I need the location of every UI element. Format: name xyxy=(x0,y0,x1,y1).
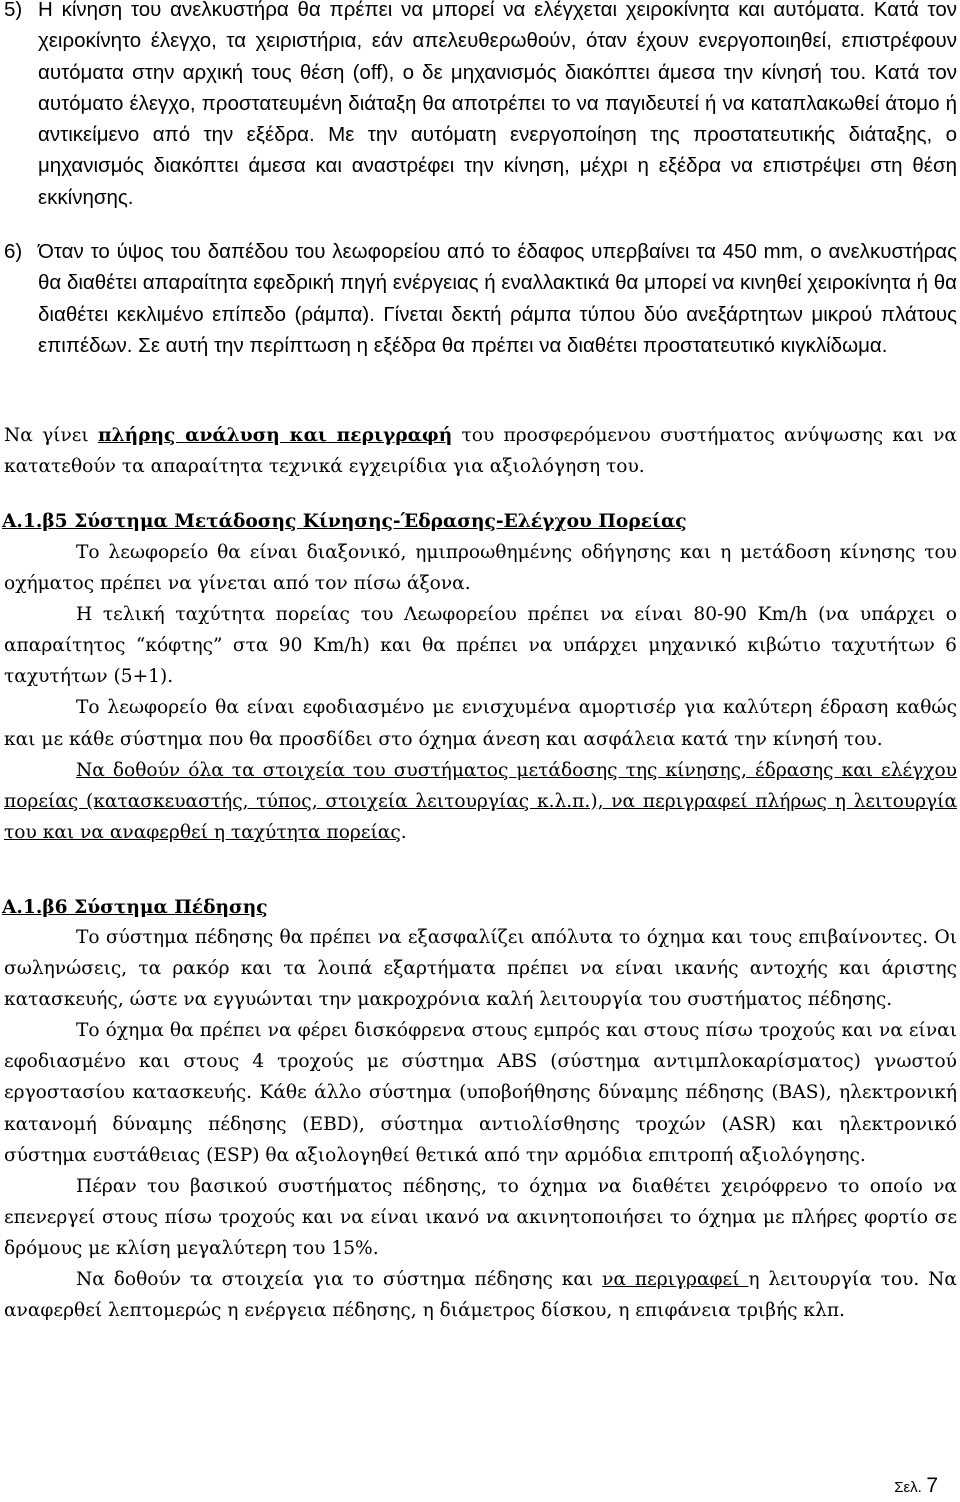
analysis-emphasis: πλήρης ανάλυση και περιγραφή xyxy=(97,425,453,446)
page-number xyxy=(894,1474,938,1498)
section-b5-body xyxy=(4,537,957,848)
paragraph: Το όχημα θα πρέπει να φέρει δισκόφρενα στους εμπρός και στους πίσω τροχούς και να είναι εφοδιασμένο και στους 4 τροχούς με σύστημα ABS (σύστημα αντιμπλοκαρίσματος) γνωστού εργοστασίου κατασκευής. Κάθε άλλο σύστημα (υποβοήθησης δύναμης πέδησης (BAS), ηλεκτρονική κατανομή δύναμης πέδησης (EBD), σύστημα αντιολίσθησης τροχών (ASR) και ηλεκτρονικό σύστημα ευστάθειας (ESP) θα αξιολογηθεί θετικά από την αρμόδια επιτροπή αξιολόγησης. xyxy=(4,1020,957,1166)
list-number: 6) xyxy=(4,240,23,263)
list-item-5 xyxy=(4,0,957,213)
section-b6-body xyxy=(4,922,957,1326)
paragraph: Η τελική ταχύτητα πορείας του Λεωφορείου πρέπει να είναι 80-90 Km/h (να υπάρχει ο απαραίτητος “κόφτης” στα 90 Km/h) και θα πρέπει να υπάρχει μηχανικό κιβώτιο ταχυτήτων 6 ταχυτήτων (5+1). xyxy=(4,604,957,688)
paragraph: Πέραν του βασικού συστήματος πέδησης, το όχημα να διαθέτει χειρόφρενο το οποίο να επενεργεί στους πίσω τροχούς και να είναι ικανό να ακινητοποιήσει το όχημα με πλήρες φορτίο σε δρόμους με κλίση μεγαλύτερη του 15%. xyxy=(4,1175,957,1259)
underlined-request: Να δοθούν όλα τα στοιχεία του συστήματος μετάδοσης της κίνησης, έδρασης και ελέγχου πορείας (κατασκευαστής, τύπος, στοιχεία λειτουργίας κ.λ.π.), να περιγραφεί πλήρως η λειτουργία του και να αναφερθεί η ταχύτητα πορείας xyxy=(4,759,957,843)
section-heading-b5: Α.1.β5 Σύστημα Μετάδοσης Κίνησης-Έδρασης-Ελέγχου Πορείας xyxy=(2,511,687,532)
paragraph: Να δοθούν όλα τα στοιχεία του συστήματος μετάδοσης της κίνησης, έδρασης και ελέγχου πορείας (κατασκευαστής, τύπος, στοιχεία λειτουργίας κ.λ.π.), να περιγραφεί πλήρως η λειτουργία του και να αναφερθεί η ταχύτητα πορείας. xyxy=(4,759,957,843)
list-item-text: Όταν το ύψος του δαπέδου του λεωφορείου από το έδαφος υπερβαίνει τα 450 mm, ο ανελκυστήρας θα διαθέτει απαραίτητα εφεδρική πηγή ενέργειας ή εναλλακτικά θα μπορεί να κινηθεί χειροκίνητα ή θα διαθέτει κεκλιμένο επίπεδο (ράμπα). Γίνεται δεκτή ράμπα τύπου δύο ανεξάρτητων μικρού πλάτους επιπέδων. Σε αυτή την περίπτωση η εξέδρα θα πρέπει να διαθέτει προστατευτικό κιγκλίδωμα. xyxy=(38,240,957,357)
paragraph: Το λεωφορείο θα είναι διαξονικό, ημιπροωθημένης οδήγησης και η μετάδοση κίνησης του οχήματος πρέπει να γίνεται από τον πίσω άξονα. xyxy=(4,542,957,595)
paragraph: Να δοθούν τα στοιχεία για το σύστημα πέδησης και να περιγραφεί η λειτουργία του. Να αναφερθεί λεπτομερώς η ενέργεια πέδησης, η διάμετρος δίσκου, η επιφάνεια τριβής κλπ. xyxy=(4,1269,957,1322)
list-item-6 xyxy=(4,236,957,361)
analysis-text-start: Να γίνει xyxy=(4,425,98,446)
page-number-value: 7 xyxy=(926,1474,938,1497)
paragraph: Το σύστημα πέδησης θα πρέπει να εξασφαλίζει απόλυτα το όχημα και τους επιβαίνοντες. Οι σωληνώσεις, τα ρακόρ και τα λοιπά εξαρτήματα πρέπει να είναι ικανής αντοχής και άριστης κατασκευής, ώστε να εγγυώνται την μακροχρόνια καλή λειτουργία του συστήματος πέδησης. xyxy=(4,927,957,1011)
paragraph: Το λεωφορείο θα είναι εφοδιασμένο με ενισχυμένα αμορτισέρ για καλύτερη έδραση καθώς και με κάθε σύστημα που θα προσδίδει στο όχημα άνεση και ασφάλεια κατά την κίνησή του. xyxy=(4,697,957,750)
underlined-phrase: να περιγραφεί xyxy=(602,1269,749,1291)
analysis-paragraph xyxy=(4,420,957,482)
page-label: Σελ. xyxy=(894,1479,922,1496)
list-item-text: Η κίνηση του ανελκυστήρα θα πρέπει να μπορεί να ελέγχεται χειροκίνητα και αυτόματα. Κατά τον χειροκίνητο έλεγχο, τα χειριστήρια, εάν απελευθερωθούν, όταν έχουν ενεργοποιηθεί, επιστρέφουν αυτόματα στην αρχική τους θέση (off), ο δε μηχανισμός διακόπτει άμεσα την κίνησή του. Κατά τον αυτόματο έλεγχο, προστατευμένη διάταξη θα αποτρέπει το να παγιδευτεί ή να καταπλακωθεί άτομο ή αντικείμενο από την εξέδρα. Με την αυτόματη ενεργοποίηση της προστατευτικής διάταξης, ο μηχανισμός διακόπτει άμεσα και αναστρέφει την κίνηση, μέχρι η εξέδρα να επιστρέψει στη θέση εκκίνησης. xyxy=(38,0,957,209)
section-heading-b6: Α.1.β6 Σύστημα Πέδησης xyxy=(2,897,268,918)
list-number: 5) xyxy=(4,0,23,21)
analysis-text-end: του προσφερόμενου συστήματος ανύψωσης και να κατατεθούν τα απαραίτητα τεχνικά εγχειρίδια για αξιολόγηση του. xyxy=(4,425,957,478)
